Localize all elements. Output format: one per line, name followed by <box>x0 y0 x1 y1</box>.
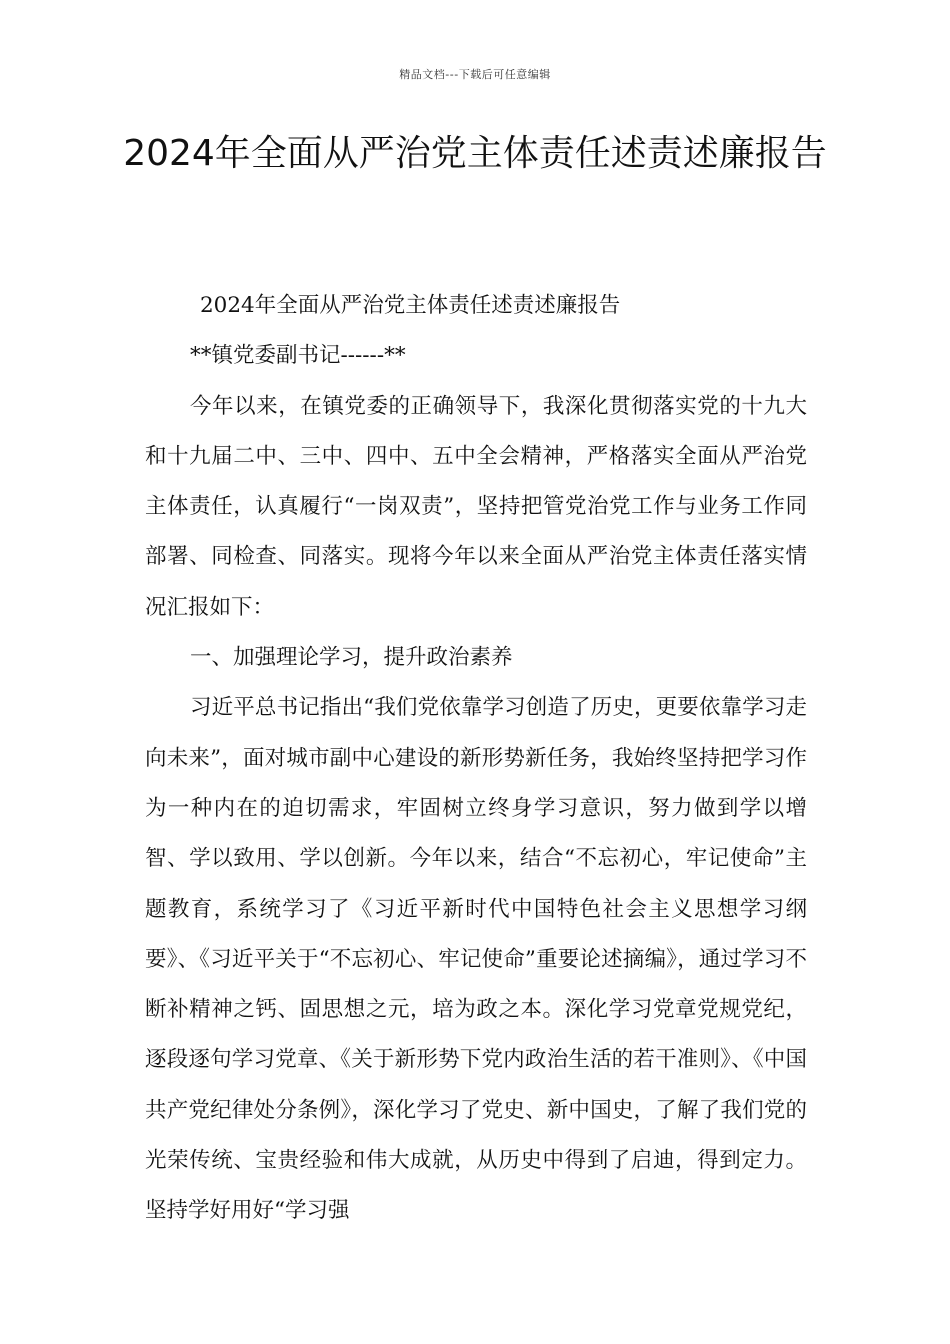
paragraph-study: 习近平总书记指出“我们党依靠学习创造了历史，更要依靠学习走向未来”，面对城市副中心建设的新形势新任务，我始终坚持把学习作为一种内在的迫切需求，牢固树立终身学习意识，努力做到学以增智、学以致用、学以创新。今年以来，结合“不忘初心，牢记使命”主题教育，系统学习了《习近平新时代中国特色社会主义思想学习纲要》、《习近平关于“不忘初心、牢记使命”重要论述摘编》，通过学习不断补精神之钙、固思想之元，培为政之本。深化学习党章党规党纪，逐段逐句学习党章、《关于新形势下党内政治生活的若干准则》、《中国共产党纪律处分条例》，深化学习了党史、新中国史，了解了我们党的光荣传统、宝贵经验和伟大成就，从历史中得到了启迪，得到定力。坚持学好用好“学习强 <box>145 695 807 1224</box>
document-subtitle: 2024年全面从严治党主体责任述责述廉报告 <box>200 293 621 318</box>
author-line: **镇党委副书记------** <box>190 343 406 369</box>
header-note: 精品文档---下载后可任意编辑 <box>399 68 551 81</box>
document-body <box>145 281 807 1237</box>
paragraph-intro: 今年以来，在镇党委的正确领导下，我深化贯彻落实党的十九大和十九届二中、三中、四中、五中全会精神，严格落实全面从严治党主体责任，认真履行“一岗双责”，坚持把管党治党工作与业务工作同部署、同检查、同落实。现将今年以来全面从严治党主体责任落实情况汇报如下： <box>145 393 807 620</box>
document-title: 2024年全面从严治党主体责任述责述廉报告 <box>123 133 827 174</box>
section-heading: 一、加强理论学习，提升政治素养 <box>190 645 513 671</box>
